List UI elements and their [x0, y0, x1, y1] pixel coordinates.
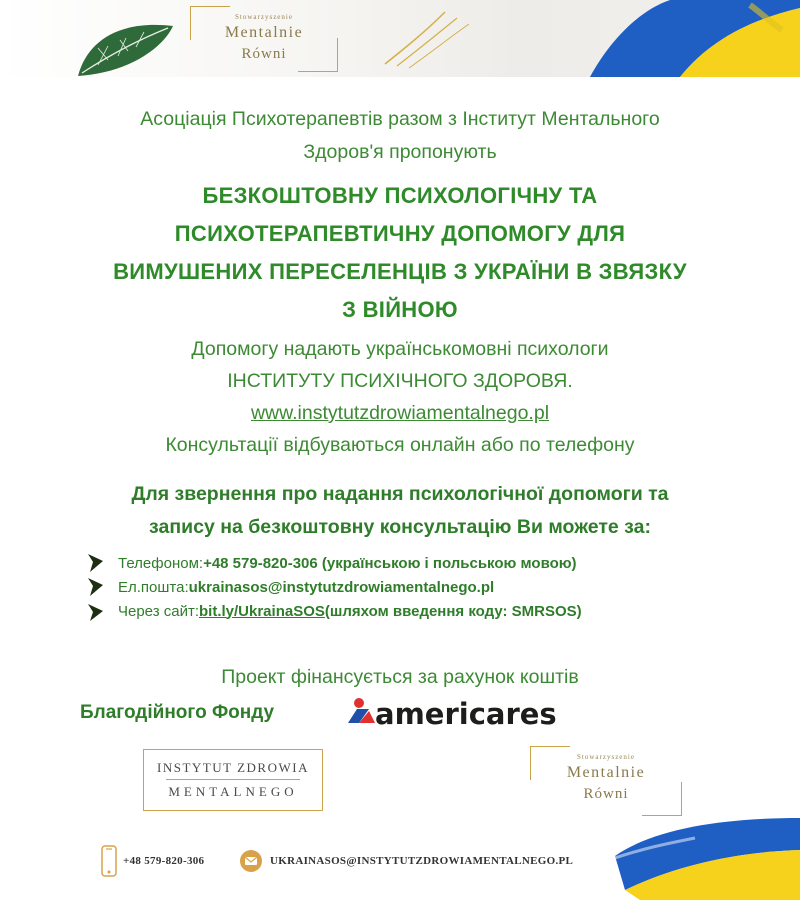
contact-item-email: [86, 575, 776, 599]
arrow-bullet-icon: [86, 553, 104, 573]
contact-email-label: Ел.пошта:: [118, 578, 189, 596]
logo-small-text: Stowarzyszenie: [235, 13, 293, 21]
ukraine-flag-brush: [520, 0, 800, 77]
instytut-logo-top: INSTYTUT ZDROWIA: [157, 760, 309, 775]
americares-mark: [348, 698, 375, 723]
intro-text: [30, 103, 770, 169]
gold-brush-lines: [345, 8, 475, 70]
footer-email: [240, 850, 573, 872]
logo2-bot-text: Równi: [583, 786, 629, 802]
contact-item-phone: [86, 551, 776, 575]
contact-list: [86, 551, 776, 623]
logo-mid-text: Mentalnie: [224, 24, 304, 41]
intro-line-2: Здоров'я пропонують: [303, 141, 497, 163]
fund-label: Благодійного Фонду: [80, 702, 275, 723]
headline-line-4: З ВІЙНОЮ: [342, 297, 458, 322]
contact-phone-label: Телефоном:: [118, 554, 204, 572]
headline-line-2: ПСИХОТЕРАПЕВТИЧНУ ДОПОМОГУ ДЛЯ: [174, 221, 626, 246]
ukraine-flag-brush-bottom: [615, 818, 800, 900]
website-link[interactable]: www.instytutzdrowiamentalnego.pl: [250, 402, 550, 424]
footer-phone-number[interactable]: +48 579-820-306: [123, 855, 205, 867]
americares-logo: [345, 693, 560, 731]
headline-line-1: БЕЗКОШТОВНУ ПСИХОЛОГІЧНУ ТА: [202, 183, 598, 208]
contact-site-link[interactable]: bit.ly/UkrainaSOS: [199, 602, 325, 620]
info-block: [30, 333, 770, 461]
mentalnie-rowni-logo-2: [530, 746, 682, 816]
contact-item-site: [86, 599, 776, 623]
headline-line-3: ВИМУШЕНИХ ПЕРЕСЕЛЕНЦІВ З УКРАЇНИ В ЗВЯЗКУ: [113, 259, 687, 284]
headline: [30, 177, 770, 329]
instytut-logo-bottom: MENTALNEGO: [168, 784, 298, 799]
contact-heading-line-2: запису на безкоштовну консультацію Ви можете за:: [149, 516, 651, 538]
funding-text: Проект фінансується за рахунок коштів: [221, 666, 579, 688]
logo-bot-text: Równi: [241, 46, 287, 62]
contact-site-note: (шляхом введення коду: SMRSOS): [324, 602, 582, 620]
info-line-1: Допомогу надають українськомовні психологи: [191, 338, 609, 360]
info-line-4: Консультації відбуваються онлайн або по телефону: [165, 434, 635, 456]
info-line-2: ІНСТИТУТУ ПСИХІЧНОГО ЗДОРОВЯ.: [227, 370, 573, 392]
logo2-mid-text: Mentalnie: [566, 764, 646, 781]
arrow-bullet-icon: [86, 577, 104, 597]
instytut-zdrowia-logo: [143, 749, 323, 811]
contact-heading: [30, 478, 770, 544]
arrow-bullet-icon: [86, 601, 104, 621]
contact-site-label: Через сайт:: [118, 602, 199, 620]
phone-icon: [100, 845, 118, 877]
contact-heading-line-1: Для звернення про надання психологічної допомоги та: [131, 483, 669, 505]
footer-phone: [100, 845, 204, 877]
contact-email-value[interactable]: ukrainasos@instytutzdrowiamentalnego.pl: [188, 578, 495, 596]
contact-phone-value[interactable]: +48 579-820-306 (українською і польською мовою): [203, 554, 577, 572]
mentalnie-rowni-logo: [190, 6, 338, 72]
intro-line-1: Асоціація Психотерапевтів разом з Інститут Ментального: [140, 108, 660, 130]
footer-email-address[interactable]: UKRAINASOS@INSTYTUTZDROWIAMENTALNEGO.PL: [270, 855, 574, 867]
logo2-small-text: Stowarzyszenie: [577, 753, 635, 761]
americares-wordmark: americares: [375, 697, 557, 731]
header-banner: [0, 0, 800, 77]
mail-icon: [240, 850, 262, 872]
leaf-icon: [68, 18, 178, 77]
